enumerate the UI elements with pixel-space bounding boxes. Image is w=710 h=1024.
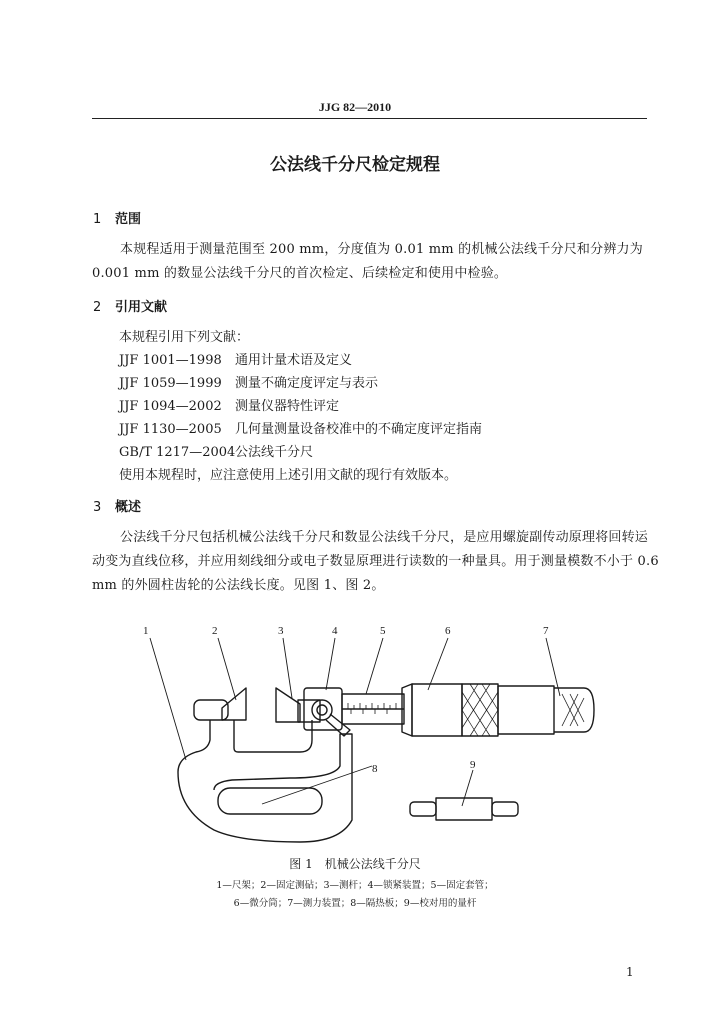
frame-body: [178, 720, 352, 842]
reference-title: 通用计量术语及定义: [235, 353, 353, 368]
page-number: 1: [626, 965, 634, 979]
document-title: 公法线千分尺检定规程: [270, 155, 440, 175]
reference-code: GB/T 1217—2004: [119, 445, 236, 460]
figure-label-1: 1: [143, 625, 149, 637]
lock-housing: [304, 688, 342, 730]
calibration-rod-body: [436, 798, 492, 820]
section-title: 范围: [115, 212, 142, 227]
lock-knob-inner: [317, 705, 327, 715]
section-1-text: 本规程适用于测量范围至 200 mm，分度值为 0.01 mm 的机械公法线千分尺和分辨力为 0.001 mm 的数显公法线千分尺的首次检定、后续检定和使用中检验。: [92, 242, 643, 281]
ratchet-knurl: [562, 694, 584, 726]
calibration-rod-right: [492, 802, 518, 816]
reference-code: JJF 1059—1999: [119, 376, 222, 391]
reference-title: 几何量测量设备校准中的不确定度评定指南: [235, 422, 483, 437]
references-intro: 本规程引用下列文献：: [119, 330, 250, 345]
measuring-spindle: [276, 688, 300, 722]
calibration-rod-left: [410, 802, 436, 816]
thimble: [412, 684, 462, 736]
reference-code: JJF 1130—2005: [119, 422, 222, 437]
figure-legend-line-1: 1—尺架；2—固定测砧；3—测杆；4—锁紧装置；5—固定套管；: [216, 880, 494, 891]
figure-label-5: 5: [380, 625, 386, 637]
section-title: 引用文献: [115, 300, 168, 315]
figure-label-3: 3: [278, 625, 284, 637]
figure-label-4: 4: [332, 625, 338, 637]
reference-title: 公法线千分尺: [235, 445, 314, 460]
section-number: 2: [93, 300, 102, 315]
knurl-hatch: [462, 684, 498, 736]
figure-label-6: 6: [445, 625, 451, 637]
lock-knob: [312, 700, 332, 720]
figure-caption: 图 1 机械公法线千分尺: [289, 857, 421, 871]
section-title: 概述: [115, 500, 142, 515]
ratchet-body: [498, 686, 554, 734]
figure-legend-line-2: 6—微分筒；7—测力装置；8—隔热板；9—校对用的量杆: [233, 898, 477, 909]
section-number: 1: [93, 212, 102, 227]
figure-label-2: 2: [212, 625, 218, 637]
section-number: 3: [93, 500, 102, 515]
knurled-grip: [462, 684, 498, 736]
frame-outline: [234, 720, 312, 752]
reference-title: 测量仪器特性评定: [235, 399, 340, 414]
references-note: 使用本规程时，应注意使用上述引用文献的现行有效版本。: [119, 468, 458, 483]
running-header: JJG 82—2010: [318, 100, 392, 114]
figure-label-8: 8: [372, 763, 378, 775]
reference-code: JJF 1094—2002: [119, 399, 222, 414]
reference-title: 测量不确定度评定与表示: [235, 376, 379, 391]
anvil-shaft: [194, 700, 228, 720]
figure-label-9: 9: [470, 759, 476, 771]
section-3-text: 公法线千分尺包括机械公法线千分尺和数显公法线千分尺，是应用螺旋副传动原理将回转运动变为直线位移，并应用刻线细分或电子数显原理进行读数的一种量具。用于测量模数不小于 0.6 mm 的外圆柱齿轮的公法线长度。见图 1、图 2。: [92, 530, 659, 593]
figure-label-7: 7: [543, 625, 549, 637]
reference-code: JJF 1001—1998: [119, 353, 222, 368]
